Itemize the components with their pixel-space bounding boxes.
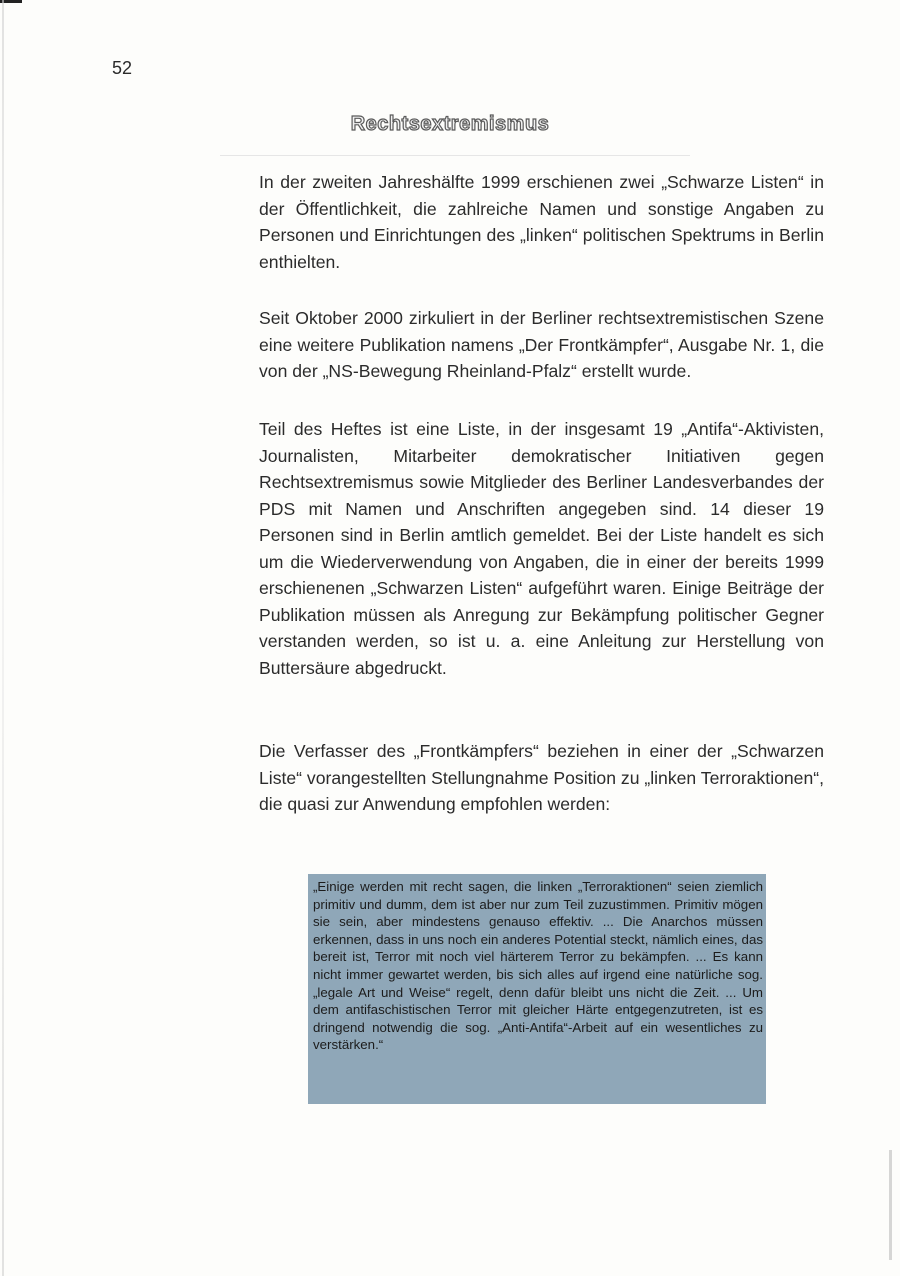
page-number: 52 — [112, 58, 133, 78]
quote-text: „Einige werden mit recht sagen, die linken „Terroraktionen“ seien ziemlich primitiv und dumm, dem ist aber nur zum Teil zuzustimmen. Primitiv mögen sie sein, aber mindestens genauso effektiv. ... Die Anarchos müssen erkennen, dass in uns noch ein anderes Potential steckt, nämlich eines, das bereit ist, Terror mit noch viel härterem Terror zu bekämpfen. ... Es kann nicht immer gewartet werden, bis sich alles auf irgend eine natürliche sog. „legale Art und Weise“ regelt, denn dafür bleibt uns nicht die Zeit. ... Um dem antifaschistischen Terror mit gleicher Härte entgegenzutreten, ist es dringend notwendig die sog. „Anti-Antifa“-Arbeit auf ein wesentliches zu verstärken.“ — [313, 879, 763, 1053]
running-head: Rechtsextremismus — [350, 113, 550, 135]
quote-box — [308, 874, 766, 1104]
paragraph-1: In der zweiten Jahreshälfte 1999 erschienen zwei „Schwarze Listen“ in der Öffentlichkeit, die zahlreiche Namen und sonstige Angaben zu Personen und Einrichtungen des „linken“ politischen Spektrums in Berlin enthielten. — [259, 172, 824, 272]
scan-edge-left — [2, 0, 4, 1276]
paragraph-4: Die Verfasser des „Frontkämpfers“ beziehen in einer der „Schwarzen Liste“ vorangestellten Stellungnahme Position zu „linken Terroraktionen“, die quasi zur Anwendung empfohlen werden: — [259, 741, 824, 814]
header-divider — [220, 155, 690, 156]
paragraph-2: Seit Oktober 2000 zirkuliert in der Berliner rechtsextremistischen Szene eine weitere Publikation namens „Der Frontkämpfer“, Ausgabe Nr. 1, die von der „NS-Bewegung Rheinland-Pfalz“ erstellt wurde. — [259, 308, 824, 381]
scan-edge-right — [889, 1150, 892, 1260]
paragraph-3: Teil des Heftes ist eine Liste, in der insgesamt 19 „Antifa“-Aktivisten, Journalisten, Mitarbeiter demokratischer Initiativen gegen Rechtsextremismus sowie Mitglieder des Berliner Landesverbandes der PDS mit Namen und Anschriften angegeben sind. 14 dieser 19 Personen sind in Berlin amtlich gemeldet. Bei der Liste handelt es sich um die Wiederverwendung von Angaben, die in einer der bereits 1999 erschienenen „Schwarzen Listen“ aufgeführt waren. Einige Beiträge der Publikation müssen als Anregung zur Bekämpfung politischer Gegner verstanden werden, so ist u. a. eine Anleitung zur Herstellung von Buttersäure abgedruckt. — [259, 419, 824, 678]
